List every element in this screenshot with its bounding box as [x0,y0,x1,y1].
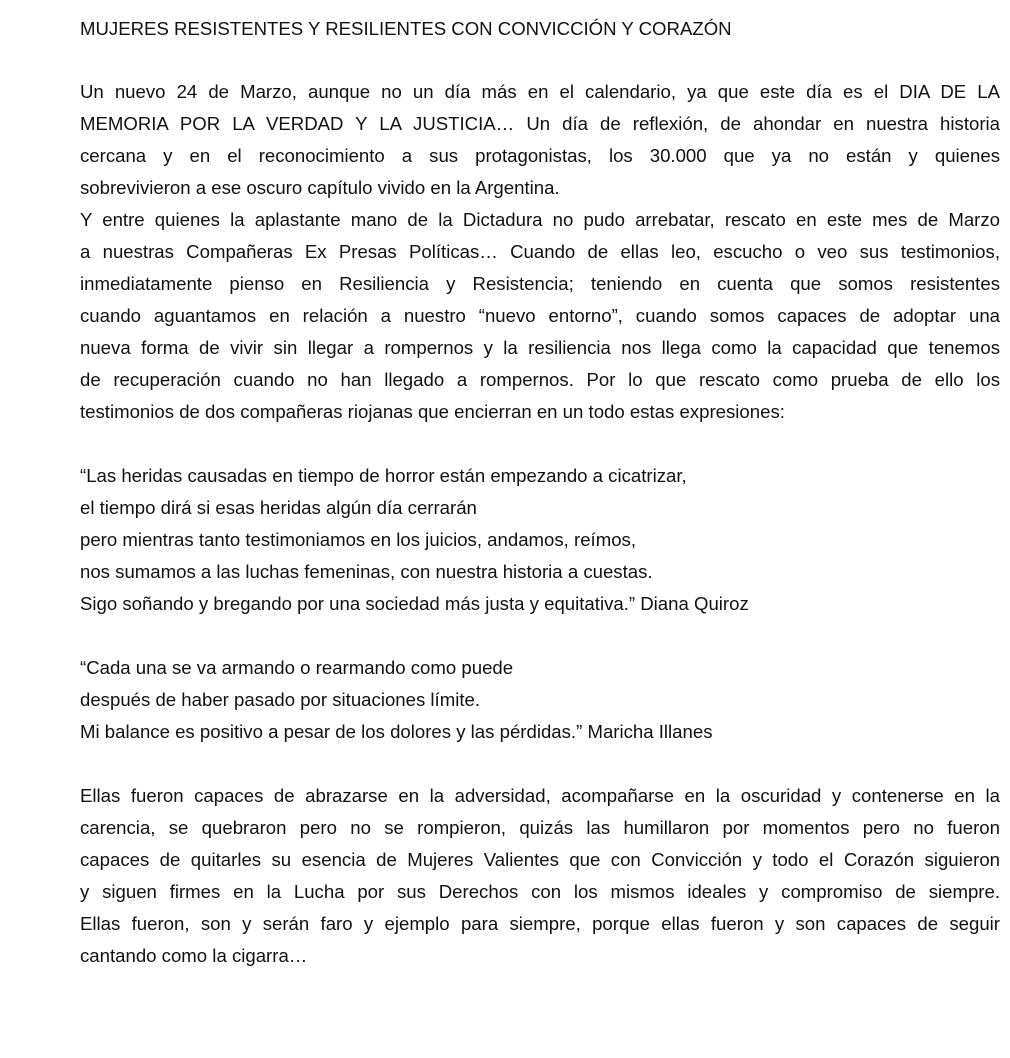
text-line: carencia, se quebraron pero no se rompieron, quizás las humillaron por momentos pero no fueron [80,817,1000,838]
quote-diana-quiroz [80,460,1000,620]
text-line: testimonios de dos compañeras riojanas que encierran en un todo estas expresiones: [80,401,785,422]
document-page [80,13,1000,972]
quote-line: “Cada una se va armando o rearmando como puede [80,657,514,678]
text-line: MEMORIA POR LA VERDAD Y LA JUSTICIA… Un día de reflexión, de ahondar en nuestra historia [80,113,1000,134]
text-line: sobrevivieron a ese oscuro capítulo vivido en la Argentina. [80,177,560,198]
spacer [80,620,1000,652]
quote-maricha-illanes [80,652,1000,748]
text-line: cantando como la cigarra… [80,945,308,966]
quote-line: pero mientras tanto testimoniamos en los juicios, andamos, reímos, [80,529,636,550]
text-line: Ellas fueron capaces de abrazarse en la adversidad, acompañarse en la oscuridad y contenerse en la [80,785,1000,806]
text-line: Y entre quienes la aplastante mano de la Dictadura no pudo arrebatar, rescato en este mes de Marzo [80,209,1000,230]
quote-line: Mi balance es positivo a pesar de los dolores y las pérdidas.” Maricha Illanes [80,721,713,742]
quote-line: el tiempo dirá si esas heridas algún día cerrarán [80,497,477,518]
spacer [80,748,1000,780]
spacer [80,44,1000,76]
text-line: Ellas fueron, son y serán faro y ejemplo para siempre, porque ellas fueron y son capaces de seguir [80,913,1000,934]
text-line: nueva forma de vivir sin llegar a rompernos y la resiliencia nos llega como la capacidad que tenemos [80,337,1000,358]
document-title: MUJERES RESISTENTES Y RESILIENTES CON CONVICCIÓN Y CORAZÓN [80,18,732,39]
text-line: capaces de quitarles su esencia de Mujeres Valientes que con Convicción y todo el Corazón siguieron [80,849,1000,870]
spacer [80,428,1000,460]
text-line: Un nuevo 24 de Marzo, aunque no un día más en el calendario, ya que este día es el DIA DE LA [80,81,1000,102]
second-paragraph [80,204,1000,428]
quote-line: “Las heridas causadas en tiempo de horror están empezando a cicatrizar, [80,465,687,486]
text-line: a nuestras Compañeras Ex Presas Políticas… Cuando de ellas leo, escucho o veo sus testimonios, [80,241,1000,262]
text-line: cercana y en el reconocimiento a sus protagonistas, los 30.000 que ya no están y quienes [80,145,1000,166]
text-line: y siguen firmes en la Lucha por sus Derechos con los mismos ideales y compromiso de siempre. [80,881,1000,902]
intro-paragraph [80,76,1000,204]
quote-line: nos sumamos a las luchas femeninas, con nuestra historia a cuestas. [80,561,653,582]
text-line: cuando aguantamos en relación a nuestro “nuevo entorno”, cuando somos capaces de adoptar una [80,305,1000,326]
text-line: inmediatamente pienso en Resiliencia y Resistencia; teniendo en cuenta que somos resistentes [80,273,1000,294]
quote-line: después de haber pasado por situaciones límite. [80,689,481,710]
quote-line: Sigo soñando y bregando por una sociedad más justa y equitativa.” Diana Quiroz [80,593,749,614]
text-line: de recuperación cuando no han llegado a rompernos. Por lo que rescato como prueba de ello los [80,369,1000,390]
closing-paragraph [80,780,1000,972]
